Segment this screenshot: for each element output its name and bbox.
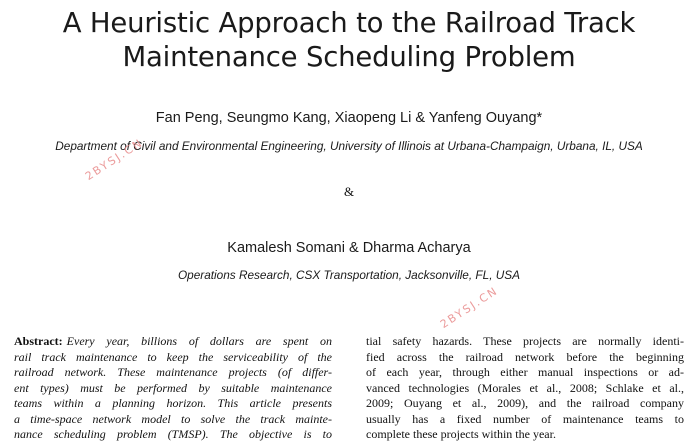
abstract-line: ent types) must be performed by suitable maintenance (14, 380, 332, 395)
authors-group-2: Kamalesh Somani & Dharma Acharya (227, 240, 471, 256)
authors-group-1: Fan Peng, Seungmo Kang, Xiaopeng Li & Yanfeng Ouyang* (155, 110, 543, 126)
abstract-label: Abstract: (14, 334, 63, 348)
abstract-line: teams within a planning horizon. This article presents (14, 396, 332, 410)
body-line: 2009; Ouyang et al., 2009), and the railroad company (366, 396, 684, 410)
watermark: 2BYSJ.CN (437, 283, 501, 331)
body-line: usually has a fixed number of maintenance teams to (366, 411, 684, 426)
title-line-1: A Heuristic Approach to the Railroad Track (62, 7, 636, 39)
affiliation-2: Operations Research, CSX Transportation, Jacksonville, FL, USA (177, 268, 521, 282)
body-line: vanced technologies (Morales et al., 2008; Schlake et al., (366, 380, 684, 395)
abstract-line: a time-space network model to solve the track mainte- (14, 411, 332, 426)
abstract-column (14, 334, 332, 443)
title-line-2: Maintenance Scheduling Problem (122, 41, 576, 73)
abstract-line: nance scheduling problem (TMSP). The objective is to (14, 427, 332, 441)
abstract-line: railroad network. These maintenance projects (of differ- (14, 365, 332, 379)
affiliation-1: Department of Civil and Environmental Engineering, University of Illinois at Urbana-Champaign, Urbana, IL, USA (55, 139, 643, 153)
body-line: of each year, through either manual inspections or ad- (366, 365, 684, 379)
watermark: 2BYSJ.CN (82, 135, 146, 183)
abstract-line: Abstract: Every year, billions of dollars are spent on (14, 334, 332, 348)
body-line: fied across the railroad network before the beginning (366, 349, 684, 364)
paper-title (0, 6, 698, 74)
body-line: complete these projects within the year. (366, 427, 556, 441)
body-line: tial safety hazards. These projects are normally identi- (366, 334, 684, 348)
abstract-line: rail track maintenance to keep the serviceability of the (14, 349, 332, 364)
author-separator: & (343, 184, 355, 199)
body-column-right (366, 334, 684, 443)
